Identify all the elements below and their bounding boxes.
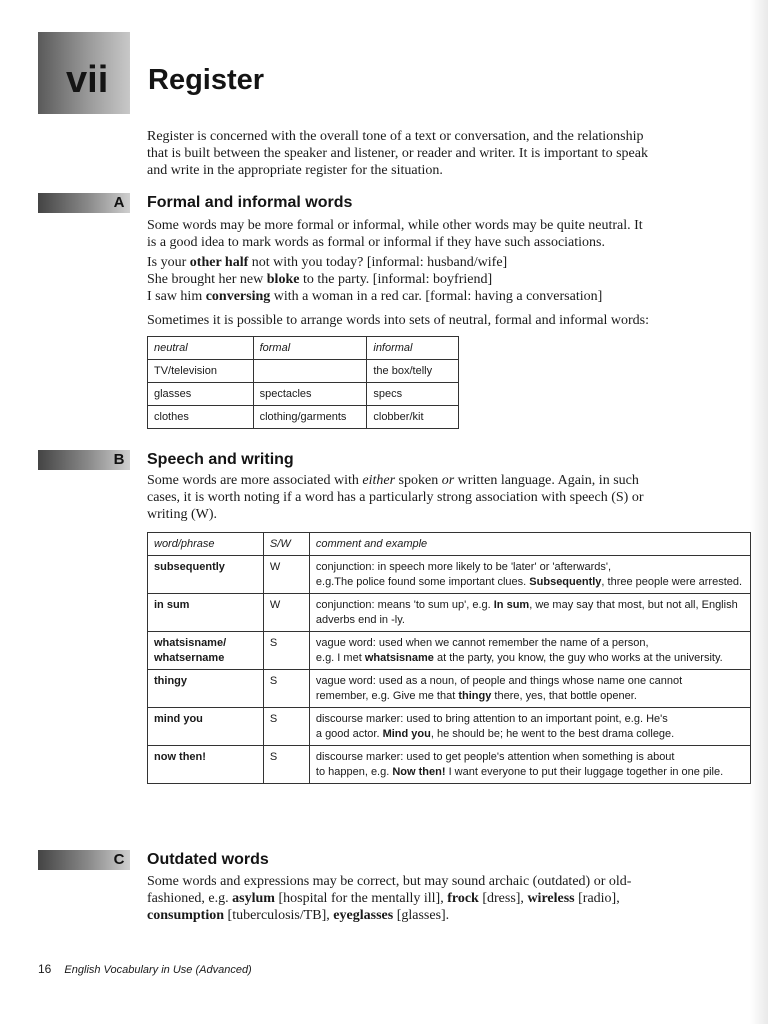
table-header-row — [148, 337, 459, 360]
section-b-intro-line — [147, 472, 752, 489]
section-c-paragraph — [147, 873, 752, 924]
table-cell: specs — [367, 383, 459, 406]
word-cell — [148, 746, 264, 784]
sw-cell: S — [263, 670, 309, 708]
example-text: not with you today? [informal: husband/wife] — [248, 255, 508, 270]
table-row — [148, 383, 459, 406]
intro-paragraph — [147, 128, 752, 179]
comment-cell — [309, 670, 750, 708]
intro-line: and write in the appropriate register for the situation. — [147, 163, 443, 178]
example-keyword: Now then! — [392, 765, 446, 778]
example-text: there, yes, that bottle opener. — [491, 689, 637, 702]
table-cell: the box/telly — [367, 360, 459, 383]
table-row — [148, 670, 751, 708]
intro-text: spoken — [395, 473, 442, 488]
example-text: , he should be; he went to the best drama college. — [430, 727, 675, 740]
section-b-title: Speech and writing — [147, 451, 294, 468]
example-text: e.g. I met — [315, 651, 365, 664]
example-text: , we may say that most, but not all, English adverbs end in -ly. — [315, 599, 738, 626]
example-text: e.g.The police found some important clues. — [315, 575, 530, 588]
page-number: 16 — [38, 962, 52, 976]
word-text: whatsername — [154, 651, 225, 664]
page-title: Register — [148, 64, 265, 96]
outdated-word: consumption — [147, 908, 225, 923]
comment-cell — [309, 708, 750, 746]
column-header-formal: formal — [253, 337, 367, 360]
table-row — [148, 746, 751, 784]
table-cell: spectacles — [253, 383, 367, 406]
example-keyword: bloke — [266, 272, 300, 287]
outdated-word: frock — [447, 891, 479, 906]
example-text: She brought her new — [147, 272, 267, 287]
example-keyword: whatsisname — [364, 651, 434, 664]
comment-cell — [309, 556, 750, 594]
word-text: thingy — [154, 675, 187, 687]
example-text: to happen, e.g. — [315, 765, 393, 778]
speech-writing-table — [147, 532, 751, 784]
comment-cell — [309, 594, 750, 632]
example-keyword: Mind you — [382, 727, 431, 740]
example-line — [147, 288, 752, 305]
example-keyword: Subsequently — [529, 575, 602, 588]
comment-text: conjunction: in speech more likely to be 'later' or 'afterwards', — [315, 561, 612, 573]
section-a-intro-line: is a good idea to mark words as formal or informal if they have such associations. — [147, 235, 605, 250]
paragraph-text: [hospital for the mentally ill], — [274, 891, 448, 906]
example-keyword: other half — [189, 255, 249, 270]
comment-text: vague word: used when we cannot remember the name of a person, — [315, 637, 649, 649]
column-header-sw: S/W — [263, 533, 309, 556]
section-b-intro-line: cases, it is worth noting if a word has a particularly strong association with speech (S) or — [147, 490, 644, 505]
section-a-letter: A — [113, 194, 125, 211]
register-words-table — [147, 336, 459, 429]
outdated-word: asylum — [232, 891, 275, 906]
comment-cell — [309, 746, 750, 784]
page-edge-shadow — [750, 0, 768, 1024]
paragraph-text: [radio], — [574, 891, 620, 906]
table-cell: TV/television — [148, 360, 254, 383]
section-c-line — [147, 907, 752, 924]
section-a-examples — [147, 254, 752, 305]
table-row — [148, 360, 459, 383]
intro-text: Some words are more associated with — [147, 473, 363, 488]
comment-text: vague word: used as a noun, of people and things whose name one cannot — [315, 675, 683, 687]
section-a-intro — [147, 217, 752, 251]
section-a-title: Formal and informal words — [147, 194, 353, 211]
example-text: I want everyone to put their luggage together in one pile. — [445, 765, 724, 778]
table-cell: glasses — [148, 383, 254, 406]
word-text: in sum — [154, 599, 190, 611]
unit-number: vii — [66, 59, 109, 101]
example-keyword: thingy — [458, 689, 492, 702]
word-text: now then! — [154, 751, 206, 763]
comment-text: conjunction: means 'to sum up', e.g. — [315, 599, 494, 611]
column-header-informal: informal — [367, 337, 459, 360]
sw-cell: S — [263, 708, 309, 746]
section-c-line: Some words and expressions may be correct, but may sound archaic (outdated) or old- — [147, 874, 632, 889]
word-cell — [148, 670, 264, 708]
section-a-intro-line: Some words may be more formal or informal, while other words may be quite neutral. It — [147, 218, 643, 233]
paragraph-text: [dress], — [478, 891, 528, 906]
section-b-letter: B — [113, 451, 125, 468]
example-keyword: In sum — [493, 599, 530, 611]
comment-text: discourse marker: used to bring attention to an important point, e.g. He's — [315, 713, 668, 725]
intro-text: written language. Again, in such — [454, 473, 639, 488]
example-keyword: conversing — [205, 289, 271, 304]
page-footer — [38, 962, 252, 976]
example-text: a good actor. — [315, 727, 383, 740]
book-title: English Vocabulary in Use (Advanced) — [64, 964, 252, 976]
section-c-letter: C — [113, 851, 125, 868]
paragraph-text: fashioned, e.g. — [147, 891, 233, 906]
table-row — [148, 594, 751, 632]
word-cell — [148, 594, 264, 632]
section-b-intro-line: writing (W). — [147, 507, 217, 522]
example-text: with a woman in a red car. [formal: having a conversation] — [270, 289, 603, 304]
word-text: mind you — [154, 713, 203, 725]
example-text: I saw him — [147, 289, 206, 304]
sw-cell: S — [263, 746, 309, 784]
section-c-line — [147, 890, 752, 907]
table-row — [148, 406, 459, 429]
example-line — [147, 254, 752, 271]
example-text: , three people were arrested. — [601, 575, 743, 588]
intro-line: that is built between the speaker and listener, or reader and writer. It is important to speak — [147, 146, 648, 161]
example-text: Is your — [147, 255, 190, 270]
column-header-comment: comment and example — [309, 533, 750, 556]
section-c-title: Outdated words — [147, 851, 269, 868]
example-text: to the party. [informal: boyfriend] — [299, 272, 493, 287]
comment-text: discourse marker: used to get people's attention when something is about — [315, 751, 675, 763]
outdated-word: wireless — [527, 891, 575, 906]
sw-cell: W — [263, 556, 309, 594]
intro-emphasis: either — [362, 473, 396, 488]
word-text: whatsisname/ — [154, 637, 227, 649]
column-header-word-phrase: word/phrase — [148, 533, 264, 556]
table-row — [148, 708, 751, 746]
table-header-row — [148, 533, 751, 556]
outdated-word: eyeglasses — [333, 908, 394, 923]
intro-line: Register is concerned with the overall tone of a text or conversation, and the relationship — [147, 129, 644, 144]
section-a-sets-sentence: Sometimes it is possible to arrange words into sets of neutral, formal and informal words: — [147, 313, 649, 328]
column-header-neutral: neutral — [148, 337, 254, 360]
paragraph-text: [tuberculosis/TB], — [224, 908, 334, 923]
word-cell — [148, 556, 264, 594]
sw-cell: W — [263, 594, 309, 632]
paragraph-text: [glasses]. — [393, 908, 450, 923]
table-row — [148, 556, 751, 594]
example-line — [147, 271, 752, 288]
word-cell — [148, 632, 264, 670]
word-cell — [148, 708, 264, 746]
table-cell: clothing/garments — [253, 406, 367, 429]
section-b-intro — [147, 472, 752, 523]
sw-cell: S — [263, 632, 309, 670]
intro-emphasis: or — [441, 473, 455, 488]
word-text: subsequently — [154, 561, 225, 573]
table-cell — [253, 360, 367, 383]
table-cell: clothes — [148, 406, 254, 429]
table-row — [148, 632, 751, 670]
comment-cell — [309, 632, 750, 670]
example-text: at the party, you know, the guy who works at the university. — [433, 651, 723, 664]
example-text: remember, e.g. Give me that — [315, 689, 459, 702]
table-cell: clobber/kit — [367, 406, 459, 429]
